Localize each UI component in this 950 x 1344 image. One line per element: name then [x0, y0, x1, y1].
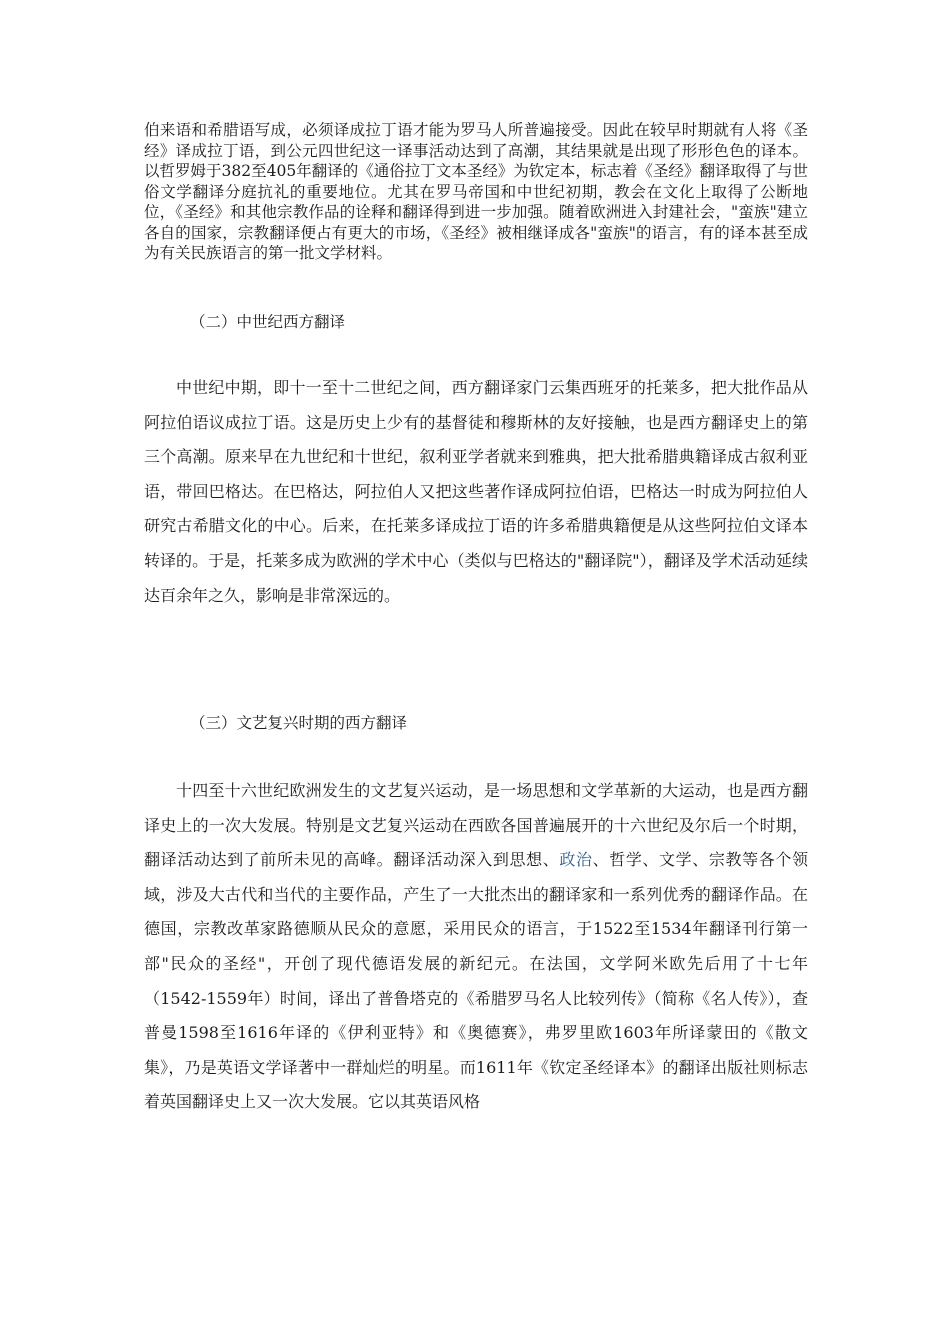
politics-link[interactable]: 政治: [559, 850, 593, 870]
section-heading-medieval: （二）中世纪西方翻译: [190, 313, 346, 331]
section-heading-renaissance: （三）文艺复兴时期的西方翻译: [190, 714, 408, 732]
renaissance-text-part1: 十四至十六世纪欧洲发生的文艺复兴运动，是一场思想和文学革新的大运动，也是西方翻译史上的一次大发展。特别是文艺复兴运动在西欧各国普遍展开的十六世纪及尔后一个时期，翻译活动达到了前所未见的高峰。翻译活动深入到思想、: [144, 781, 808, 870]
intro-paragraph-block: [144, 120, 808, 264]
intro-paragraph: 伯来语和希腊语写成，必须译成拉丁语才能为罗马人所普遍接受。因此在较早时期就有人将《圣经》译成拉丁语，到公元四世纪这一译事活动达到了高潮，其结果就是出现了形形色色的译本。以哲罗姆于382至405年翻译的《通俗拉丁文本圣经》为钦定本，标志着《圣经》翻译取得了与世俗文学翻译分庭抗礼的重要地位。尤其在罗马帝国和中世纪初期，教会在文化上取得了公断地位，《圣经》和其他宗教作品的诠释和翻译得到进一步加强。随着欧洲进入封建社会，"蛮族"建立各自的国家，宗教翻译便占有更大的市场，《圣经》被相继译成各"蛮族"的语言，有的译本甚至成为有关民族语言的第一批文学材料。: [144, 121, 808, 262]
medieval-paragraph: 中世纪中期，即十一至十二世纪之间，西方翻译家门云集西班牙的托莱多，把大批作品从阿拉伯语议成拉丁语。这是历史上少有的基督徒和穆斯林的友好接触，也是西方翻译史上的第三个高潮。原来早在九世纪和十世纪，叙利亚学者就来到雅典，把大批希腊典籍译成古叙利亚语，带回巴格达。在巴格达，阿拉伯人又把这些著作译成阿拉伯语，巴格达一时成为阿拉伯人研究古希腊文化的中心。后来，在托莱多译成拉丁语的许多希腊典籍便是从这些阿拉伯文译本转译的。于是，托莱多成为欧洲的学术中心（类似与巴格达的"翻译院"），翻译及学术活动延续达百余年之久，影响是非常深远的。: [144, 378, 808, 605]
renaissance-paragraph: [144, 774, 808, 1120]
renaissance-text-part2: 、哲学、文学、宗教等各个领域，涉及大古代和当代的主要作品，产生了一大批杰出的翻译家和一系列优秀的翻译作品。在德国，宗教改革家路德顺从民众的意愿，采用民众的语言，于1522至1534年翻译刊行第一部"民众的圣经"，开创了现代德语发展的新纪元。在法国，文学阿米欧先后用了十七年（1542-1559年）时间，译出了普鲁塔克的《希腊罗马名人比较列传》（简称《名人传》），查普曼1598至1616年译的《伊利亚特》和《奥德赛》，弗罗里欧1603年所译蒙田的《散文集》，乃是英语文学译著中一群灿烂的明星。而1611年《钦定圣经译本》的翻译出版社则标志着英国翻译史上又一次大发展。它以其英语风格: [144, 850, 808, 1112]
